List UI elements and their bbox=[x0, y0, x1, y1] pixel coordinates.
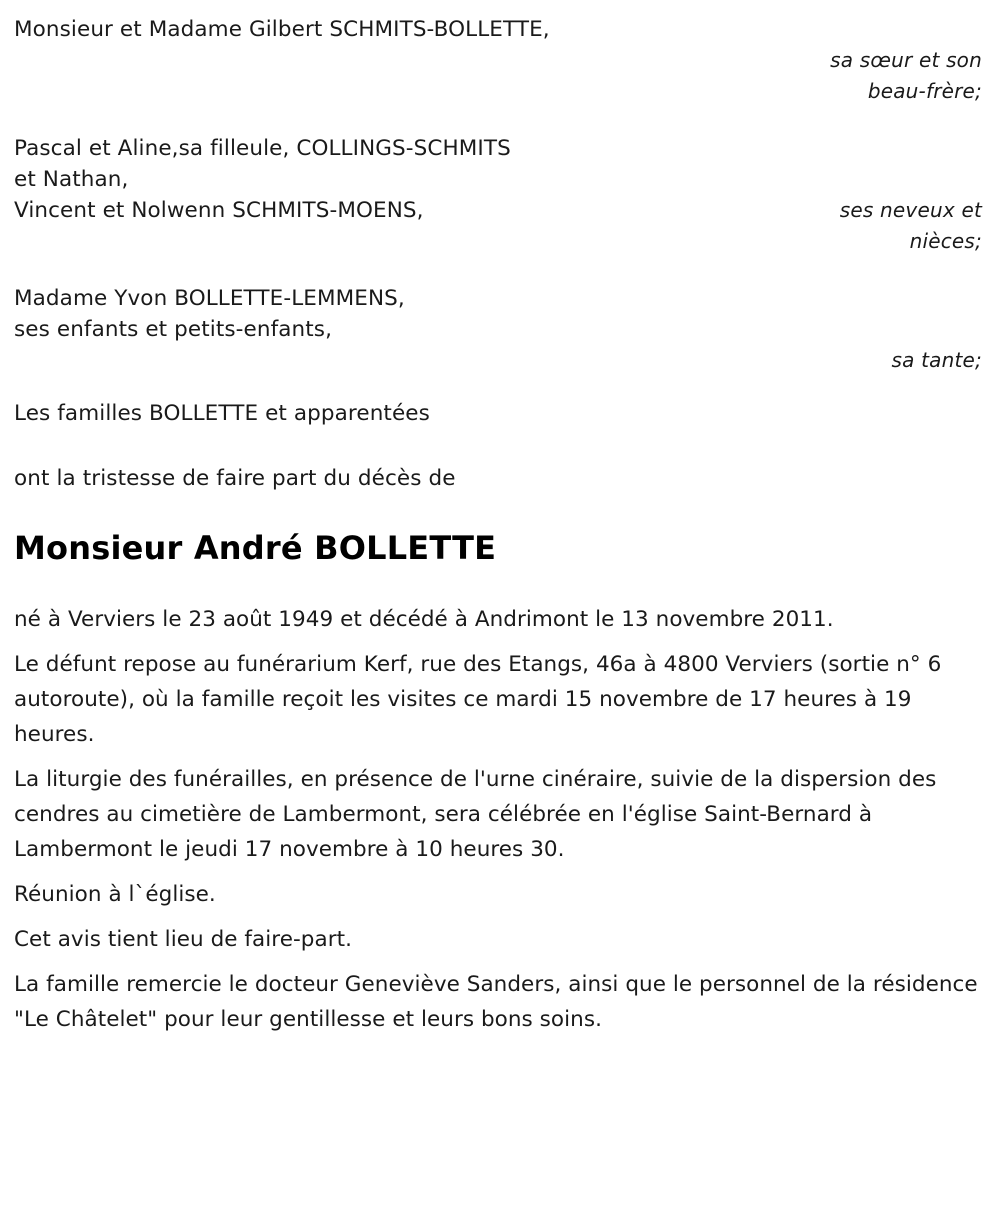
family-name-line: Madame Yvon BOLLETTE-LEMMENS, bbox=[14, 286, 405, 311]
relation-line: sa tante; bbox=[891, 348, 982, 372]
funerarium-paragraph: Le défunt repose au funérarium Kerf, rue des Etangs, 46a à 4800 Verviers (sortie n° 6 autoroute), où la famille reçoit les visites ce mardi 15 novembre de 17 heures à 19 heures. bbox=[14, 652, 942, 747]
family-names bbox=[14, 398, 430, 429]
relation-line: sa sœur et son bbox=[830, 48, 982, 72]
family-name-line: ses enfants et petits-enfants, bbox=[14, 317, 333, 342]
family-names bbox=[14, 14, 550, 45]
family-names bbox=[14, 283, 405, 345]
relation-label bbox=[682, 14, 982, 107]
family-group-nephews-nieces bbox=[14, 133, 982, 257]
family-group-families bbox=[14, 398, 982, 429]
relation-line: ses neveux et bbox=[839, 198, 982, 222]
family-group-aunt bbox=[14, 283, 982, 376]
family-group-sister bbox=[14, 14, 982, 107]
family-name-line: Vincent et Nolwenn SCHMITS-MOENS, bbox=[14, 198, 424, 223]
family-name-line: et Nathan, bbox=[14, 167, 129, 192]
relation-line: nièces; bbox=[909, 229, 982, 253]
relation-label bbox=[682, 133, 982, 257]
family-name-line: Monsieur et Madame Gilbert SCHMITS-BOLLETTE, bbox=[14, 17, 550, 42]
spacer bbox=[14, 429, 982, 463]
family-name-line: Les familles BOLLETTE et apparentées bbox=[14, 401, 430, 426]
family-name-line: Pascal et Aline,sa filleule, COLLINGS-SCHMITS bbox=[14, 136, 511, 161]
spacer bbox=[14, 494, 982, 528]
notice-note-paragraph: Cet avis tient lieu de faire-part. bbox=[14, 927, 352, 952]
thanks-paragraph: La famille remercie le docteur Geneviève Sanders, ainsi que le personnel de la résidence "Le Châtelet" pour leur gentillesse et leurs bons soins. bbox=[14, 972, 978, 1032]
family-names bbox=[14, 133, 511, 226]
liturgy-paragraph: La liturgie des funérailles, en présence de l'urne cinéraire, suivie de la dispersion des cendres au cimetière de Lambermont, sera célébrée en l'église Saint-Bernard à Lambermont le jeudi 17 novembre à 10 heures 30. bbox=[14, 767, 937, 862]
reunion-paragraph: Réunion à l`église. bbox=[14, 882, 216, 907]
spacer bbox=[14, 568, 982, 602]
birth-death-paragraph: né à Verviers le 23 août 1949 et décédé à Andrimont le 13 novembre 2011. bbox=[14, 607, 834, 632]
relation-line: beau-frère; bbox=[867, 79, 982, 103]
announcement-intro: ont la tristesse de faire part du décès de bbox=[14, 466, 456, 491]
deceased-name: Monsieur André BOLLETTE bbox=[14, 529, 497, 567]
spacer bbox=[14, 376, 982, 398]
spacer bbox=[14, 257, 982, 283]
relation-label bbox=[682, 283, 982, 376]
spacer bbox=[14, 107, 982, 133]
